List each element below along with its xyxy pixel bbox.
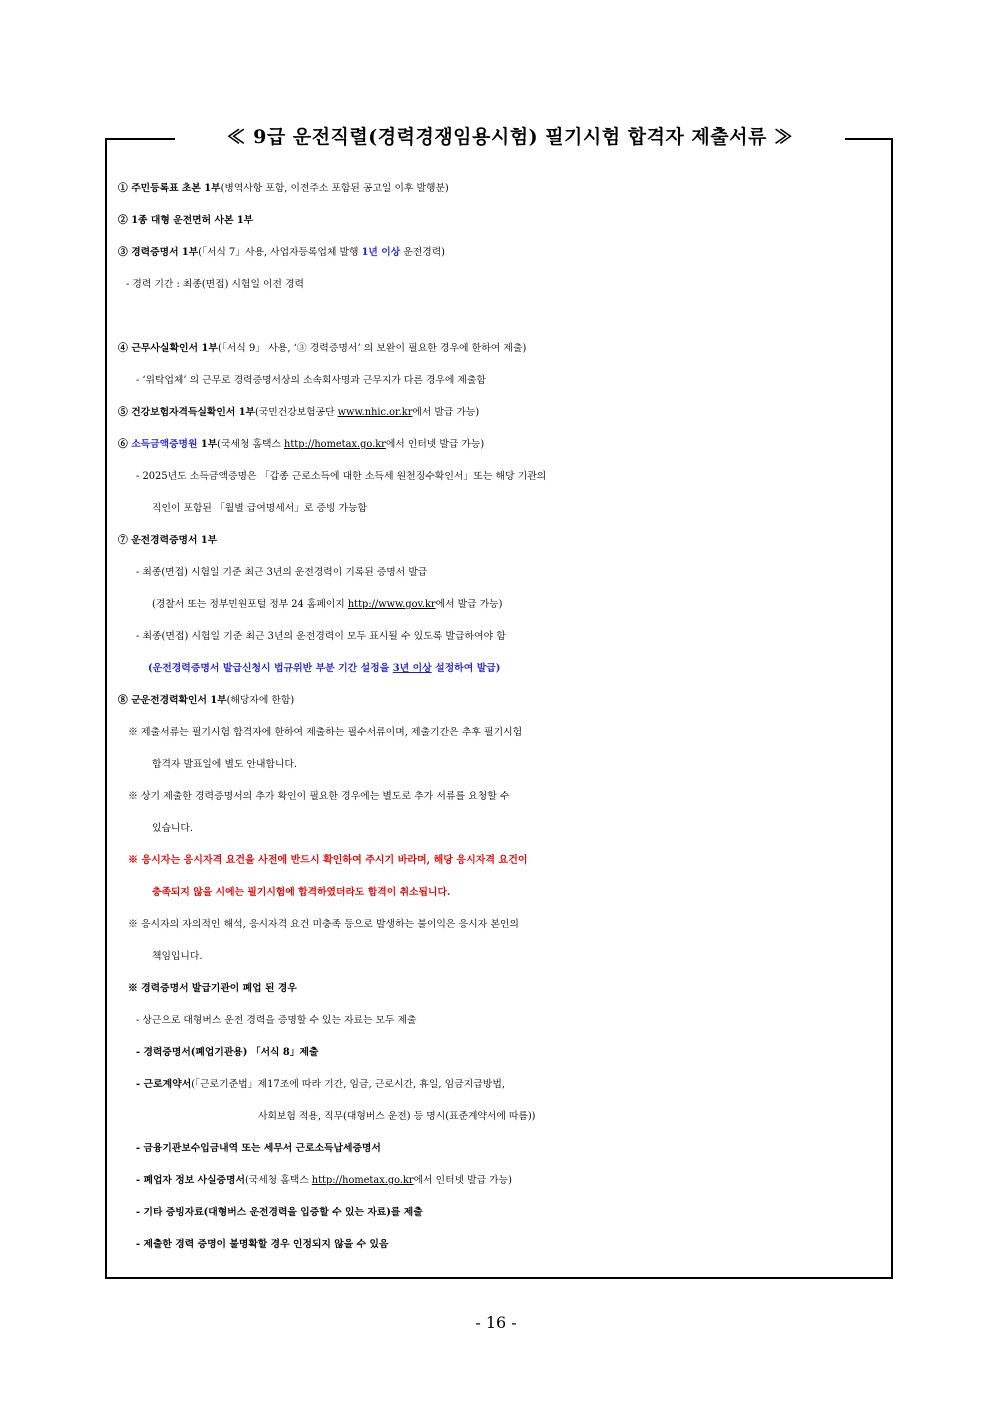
item-3-head: ③ 경력증명서 1부 — [118, 247, 199, 258]
closure-item-7: - 제출한 경력 증명이 불명확할 경우 인정되지 않을 수 있음 — [136, 1239, 389, 1250]
closure-item-1: - 상근으로 대형버스 운전 경력을 증명할 수 있는 자료는 모두 제출 — [136, 1015, 417, 1026]
closure-item-6: - 기타 증빙자료(대형버스 운전경력을 입증할 수 있는 자료)를 제출 — [136, 1207, 423, 1218]
item-1 — [118, 176, 888, 202]
item-3-rest-b: 운전경력) — [400, 247, 445, 258]
note-3-line-2: 충족되지 않을 시에는 필기시험에 합격하였더라도 합격이 취소됩니다. — [152, 887, 451, 898]
item-3-rest-a: (「서식 7」사용, 사업자등록업체 발행 — [198, 247, 362, 258]
closure-item-5-rest-b: 에서 인터넷 발급 가능) — [413, 1175, 512, 1186]
item-7-sub-4-underline: 3년 이상 — [392, 663, 432, 674]
closure-item-5-rest-a: (국세청 홈택스 — [244, 1175, 312, 1186]
item-6-sub-1: - 2025년도 소득금액증명은 「갑종 근로소득에 대한 소득세 원천징수확인서」또는 해당 기관의 — [136, 471, 547, 482]
note-1-line-1: ※ 제출서류는 필기시험 합격자에 한하여 제출하는 필수서류이며, 제출기간은 추후 필기시험 — [128, 727, 523, 738]
item-1-head: ① 주민등록표 초본 1부 — [118, 183, 221, 194]
item-1-rest: (병역사항 포함, 이전주소 포함된 공고일 이후 발행분) — [220, 183, 449, 194]
note-4-line-2: 책임입니다. — [152, 951, 203, 962]
note-1-line-2: 합격자 발표일에 별도 안내합니다. — [152, 759, 297, 770]
item-4 — [118, 336, 888, 362]
item-8-head: ⑧ 군운전경력확인서 1부 — [118, 695, 227, 706]
item-4-head: ④ 근무사실확인서 1부 — [118, 343, 218, 354]
closure-item-5 — [118, 1168, 906, 1194]
item-7-sub-4 — [118, 656, 918, 682]
item-6-rest-a: (국세청 홈택스 — [217, 439, 285, 450]
item-6-rest-b: 에서 인터넷 발급 가능) — [385, 439, 485, 450]
closure-item-2: - 경력증명서(폐업기관용) 「서식 8」제출 — [136, 1047, 319, 1058]
item-6-highlight: 소득금액증명원 — [131, 439, 198, 450]
item-6 — [118, 432, 888, 458]
page-number: - 16 - — [475, 1313, 517, 1332]
item-7-head: ⑦ 운전경력증명서 1부 — [118, 535, 218, 546]
note-3-line-1: ※ 응시자는 응시자격 요건을 사전에 반드시 확인하여 주시기 바라며, 해당 응시자격 요건이 — [128, 855, 528, 866]
note-4-line-1: ※ 응시자의 자의적인 해석, 응시자격 요건 미충족 등으로 발생하는 불이익은 응시자 본인의 — [128, 919, 519, 930]
item-6-sub-2: 직인이 포함된 「월별 급여명세서」로 증빙 가능함 — [152, 503, 367, 514]
item-8 — [118, 688, 888, 714]
item-5-link[interactable]: www.nhic.or.kr — [337, 407, 413, 418]
item-4-sub: - ‘위탁업체’ 의 근무로 경력증명서상의 소속회사명과 근무지가 다른 경우에 제출함 — [136, 375, 486, 386]
item-6-head: 1부 — [197, 439, 218, 450]
item-3-highlight: 1년 이상 — [361, 247, 401, 258]
closure-item-5-head: - 폐업자 정보 사실증명서 — [136, 1175, 245, 1186]
item-5-head: ⑤ 건강보험자격득실확인서 1부 — [118, 407, 256, 418]
item-7-sub-2-b: 에서 발급 가능) — [435, 599, 503, 610]
section-title: ≪ 9급 운전직렬(경력경쟁임용시험) 필기시험 합격자 제출서류 ≫ — [175, 122, 845, 152]
item-7-sub-3: - 최종(면접) 시험일 기준 최근 3년의 운전경력이 모두 표시될 수 있도록 발급하여야 함 — [136, 631, 506, 642]
item-3 — [118, 240, 888, 266]
item-2 — [118, 208, 888, 234]
item-7 — [118, 528, 888, 554]
item-2-head: ② 1종 대형 운전면허 사본 1부 — [118, 215, 254, 226]
item-7-sub-2 — [118, 592, 922, 618]
note-2-line-1: ※ 상기 제출한 경력증명서의 추가 확인이 필요한 경우에는 별도로 추가 서류를 요청할 수 — [128, 791, 510, 802]
item-5-rest-a: (국민건강보험공단 — [255, 407, 338, 418]
item-7-sub-4-a: (운전경력증명서 발급신청시 법규위반 부분 기간 설정을 — [148, 663, 393, 674]
item-6-num: ⑥ — [118, 439, 132, 450]
item-7-sub-2-a: (경찰서 또는 정부민원포털 정부 24 홈페이지 — [152, 599, 348, 610]
item-5-rest-b: 에서 발급 가능) — [412, 407, 480, 418]
closure-heading: ※ 경력증명서 발급기관이 폐업 된 경우 — [128, 983, 297, 994]
item-7-sub-4-b: 설정하여 발급) — [431, 663, 501, 674]
note-2-line-2: 있습니다. — [152, 823, 193, 834]
closure-item-3-cont: 사회보험 적용, 직무(대형버스 운전) 등 명시(표준계약서에 따름)) — [258, 1111, 536, 1122]
item-7-sub-1: - 최종(면접) 시험일 기준 최근 3년의 운전경력이 기록된 증명서 발급 — [136, 567, 428, 578]
closure-item-3 — [118, 1072, 906, 1098]
closure-item-4: - 금융기관보수입금내역 또는 세무서 근로소득납세증명서 — [136, 1143, 381, 1154]
closure-item-5-link[interactable]: http://hometax.go.kr — [311, 1175, 414, 1186]
closure-item-3-rest: (「근로기준법」제17조에 따라 기간, 임금, 근로시간, 휴일, 임금지급방법, — [191, 1079, 506, 1090]
item-8-rest: (해당자에 한함) — [226, 695, 295, 706]
item-7-sub-2-link[interactable]: http://www.gov.kr — [347, 599, 436, 610]
closure-item-3-head: - 근로계약서 — [136, 1079, 192, 1090]
item-5 — [118, 400, 888, 426]
item-3-sub: - 경력 기간 : 최종(면접) 시험일 이전 경력 — [126, 279, 305, 290]
item-4-rest: (「서식 9」 사용, ‘③ 경력증명서’ 의 보완이 필요한 경우에 한하여 제출) — [217, 343, 527, 354]
item-6-link[interactable]: http://hometax.go.kr — [284, 439, 386, 450]
